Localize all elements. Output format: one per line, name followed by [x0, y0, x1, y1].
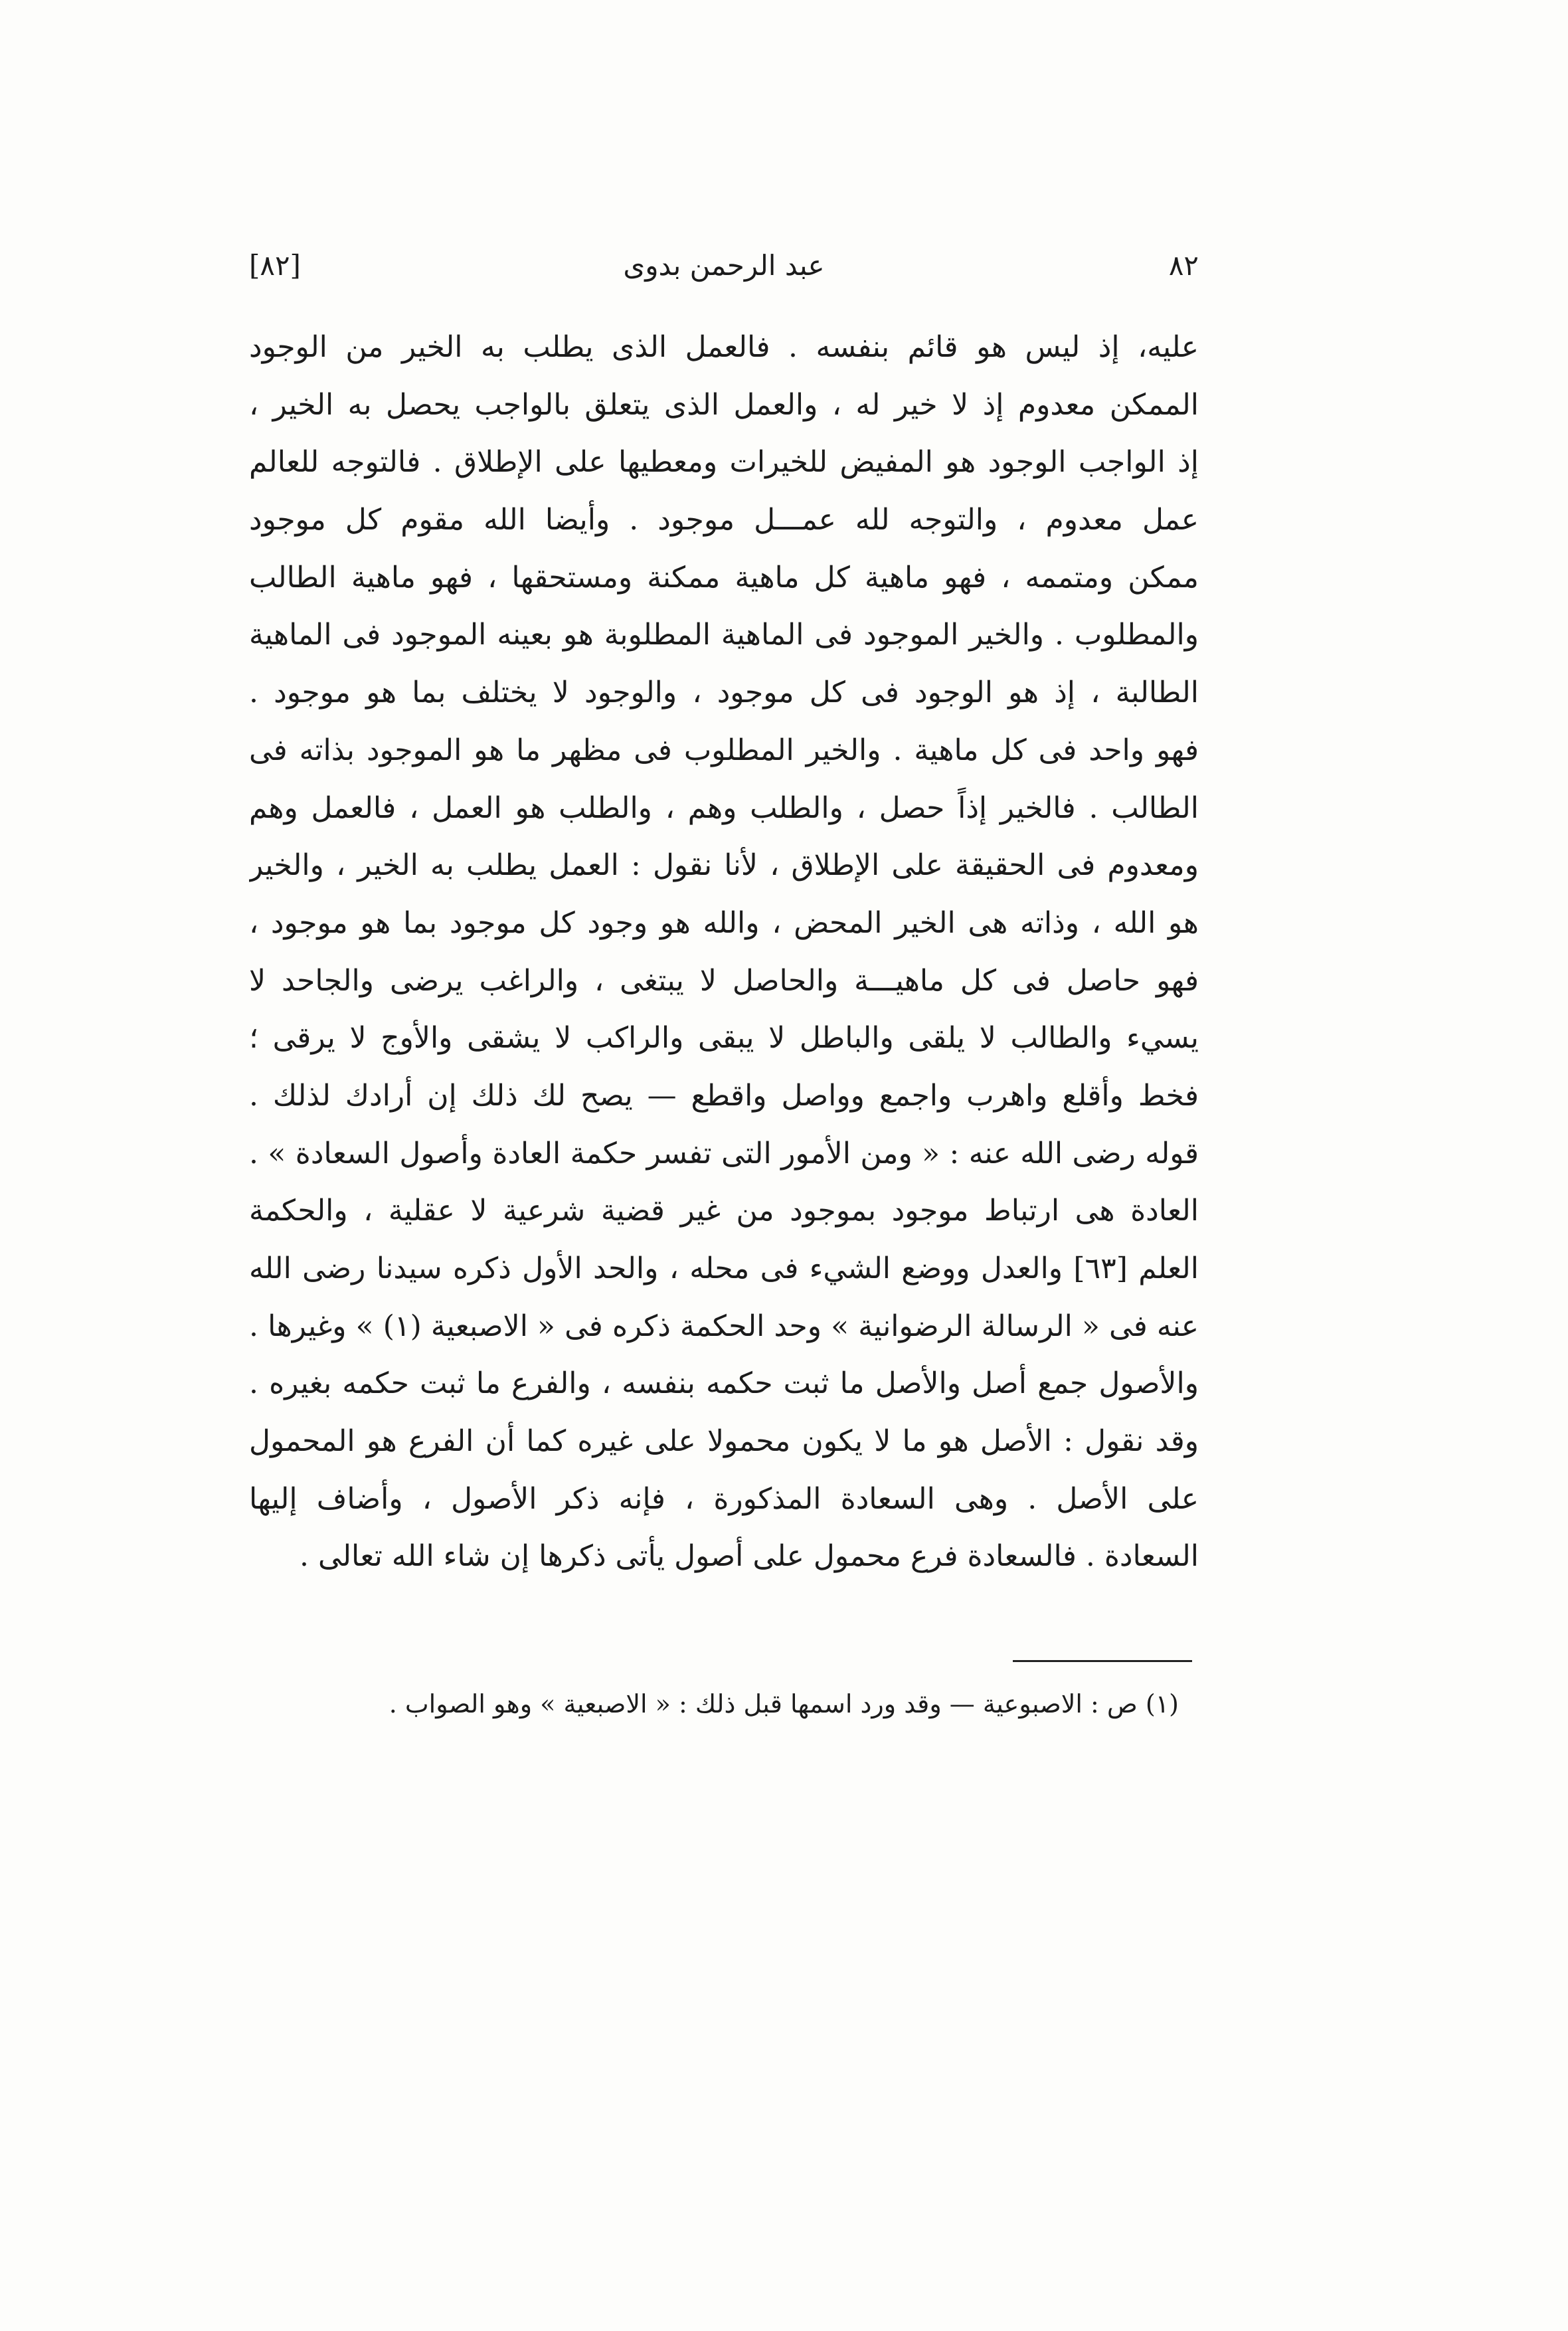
- text-line: العادة هى ارتباط موجود بموجود من غير قضية شرعية لا عقلية ، والحكمة: [249, 1194, 1199, 1228]
- text-line: فهو واحد فى كل ماهية . والخير المطلوب فى مظهر ما هو الموجود بذاته فى: [249, 733, 1199, 767]
- text-line: فخط وأقلع واهرب واجمع وواصل واقطع — يصح لك ذلك إن أرادك لذلك .: [249, 1078, 1199, 1113]
- text-line: وقد نقول : الأصل هو ما لا يكون محمولا على غيره كما أن الفرع هو المحمول: [249, 1424, 1199, 1459]
- text-line: عليه، إذ ليس هو قائم بنفسه . فالعمل الذى يطلب به الخير من الوجود: [249, 330, 1199, 364]
- text-line: قوله رضى الله عنه : « ومن الأمور التى تفسر حكمة العادة وأصول السعادة » .: [249, 1136, 1199, 1170]
- text-line: عنه فى « الرسالة الرضوانية » وحد الحكمة ذكره فى « الاصبعية (١) » وغيرها .: [249, 1309, 1199, 1343]
- page-number: ٨٢: [1168, 249, 1199, 282]
- original-page-reference: [٨٢]: [249, 249, 301, 282]
- footnote-divider: [1013, 1660, 1192, 1662]
- text-line: ممكن ومتممه ، فهو ماهية كل ماهية ممكنة ومستحقها ، فهو ماهية الطالب: [249, 560, 1199, 595]
- text-line: فهو حاصل فى كل ماهيـــة والحاصل لا يبتغى ، والراغب يرضى والجاحد لا: [249, 963, 1199, 998]
- text-line: على الأصل . وهى السعادة المذكورة ، فإنه ذكر الأصول ، وأضاف إليها: [249, 1481, 1199, 1516]
- text-line: والأصول جمع أصل والأصل ما ثبت حكمه بنفسه ، والفرع ما ثبت حكمه بغيره .: [249, 1366, 1199, 1401]
- text-line: عمل معدوم ، والتوجه لله عمـــل موجود . وأيضا الله مقوم كل موجود: [249, 503, 1199, 537]
- main-text: [249, 319, 1199, 1586]
- text-line: الطالب . فالخير إذاً حصل ، والطلب وهم ، والطلب هو العمل ، فالعمل وهم: [249, 791, 1199, 825]
- running-title: عبد الرحمن بدوى: [623, 249, 825, 282]
- page-header: [249, 242, 1199, 302]
- text-line: الممكن معدوم إذ لا خير له ، والعمل الذى يتعلق بالواجب يحصل به الخير ،: [249, 387, 1199, 422]
- text-line: يسيء والطالب لا يلقى والباطل لا يبقى والراكب لا يشقى والأوج لا يرقى ؛: [249, 1021, 1199, 1056]
- text-line: العلم [٦٣] والعدل ووضع الشيء فى محله ، والحد الأول ذكره سيدنا رضى الله: [249, 1252, 1199, 1285]
- footnote: (١) ص : الاصبوعية — وقد ورد اسمها قبل ذلك : « الاصبعية » وهو الصواب .: [389, 1689, 1179, 1719]
- text-line: إذ الواجب الوجود هو المفيض للخيرات ومعطيها على الإطلاق . فالتوجه للعالم: [249, 445, 1199, 480]
- text-line: ومعدوم فى الحقيقة على الإطلاق ، لأنا نقول : العمل يطلب به الخير ، والخير: [249, 848, 1199, 883]
- text-line: الطالبة ، إذ هو الوجود فى كل موجود ، والوجود لا يختلف بما هو موجود .: [249, 676, 1199, 710]
- text-line: السعادة . فالسعادة فرع محمول على أصول يأتى ذكرها إن شاء الله تعالى .: [299, 1539, 1199, 1574]
- text-line: هو الله ، وذاته هى الخير المحض ، والله هو وجود كل موجود بما هو موجود ،: [249, 905, 1199, 940]
- text-line: والمطلوب . والخير الموجود فى الماهية المطلوبة هو بعينه الموجود فى الماهية: [249, 618, 1199, 652]
